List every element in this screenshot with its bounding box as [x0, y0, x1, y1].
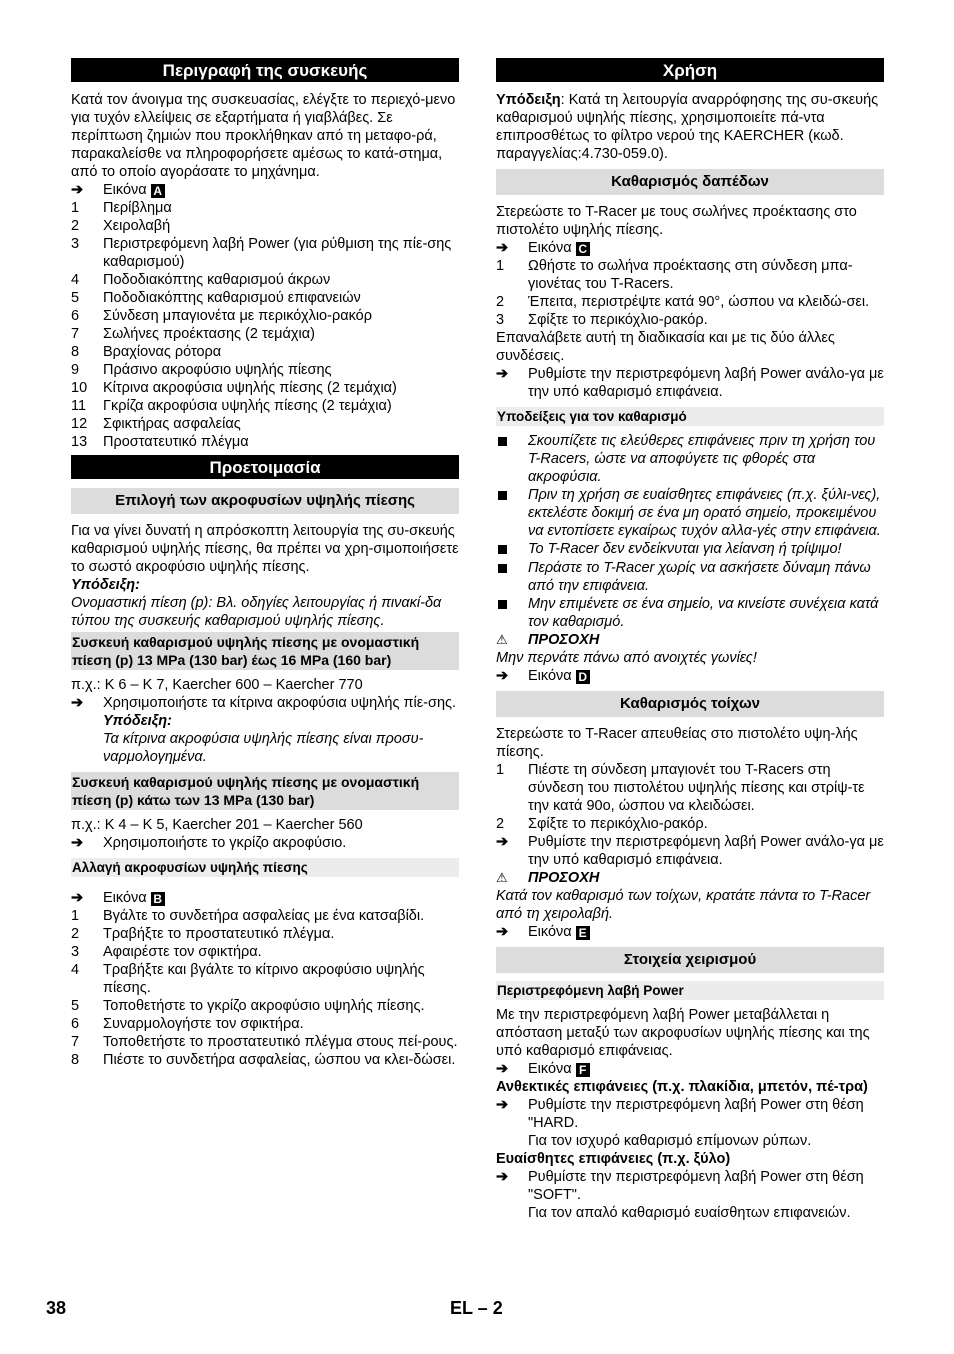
part-item [71, 235, 459, 271]
square-bullet-icon [496, 432, 528, 486]
item-number: 2 [71, 218, 80, 234]
section-title-preparation: Προετοιμασία [71, 455, 459, 479]
item-text: Ποδοδιακόπτης καθαρισμού άκρων [103, 272, 331, 288]
item-text: Περιστρεφόμενη λαβή Power (για ρύθμιση της πίε-σης καθαρισμού) [103, 236, 452, 270]
wall-step [496, 815, 884, 833]
item-text: Σφικτήρας ασφαλείας [103, 416, 241, 432]
part-item [71, 271, 459, 289]
part-item [71, 307, 459, 325]
tip-text: Περάστε το T-Racer χωρίς να ασκήσετε δύναμη πάνω από την επιφάνεια. [528, 560, 871, 594]
change-steps-list [71, 907, 459, 1069]
item-text: Συναρμολογήστε τον σφικτήρα. [103, 1016, 304, 1032]
figure-d-badge: D [576, 670, 590, 684]
part-item [71, 343, 459, 361]
caution-1: ⚠ ΠΡΟΣΟΧΗ [496, 632, 600, 648]
tips-title: Υποδείξεις για τον καθαρισμό [496, 407, 884, 426]
item-number: 5 [71, 290, 80, 306]
case2-action: ➔ Χρησιμοποιήστε το γκρίζο ακροφύσιο. [71, 835, 347, 851]
item-number: 12 [71, 416, 88, 432]
arrow-right-icon: ➔ [496, 834, 509, 850]
tip-item [496, 559, 884, 595]
square-bullet-icon [496, 540, 528, 559]
subsection-controls: Στοιχεία χειρισμού [496, 947, 884, 973]
nozzle-text: Για να γίνει δυνατή η απρόσκοπτη λειτουργία της συ-σκευής καθαρισμού υψηλής πίεσης, θα πρέπει να χρη-σιμοποιήσετε το σωστό ακροφύσιο υψηλής πίεσης. [71, 523, 459, 575]
tips-list [496, 432, 884, 631]
part-item [71, 379, 459, 397]
floor-action: ➔ Ρυθμίστε την περιστρεφόμενη λαβή Power ανάλο-γα με την υπό καθαρισμό επιφάνεια. [496, 366, 884, 400]
item-number: 3 [71, 236, 80, 252]
change-step [71, 997, 459, 1015]
change-step [71, 1051, 459, 1069]
case1-note-text: Τα κίτρινα ακροφύσια υψηλής πίεσης είναι προσυ-ναρμολογημένα. [103, 731, 424, 765]
subsection-floor-cleaning: Καθαρισμός δαπέδων [496, 169, 884, 195]
floor-steps-list [496, 257, 884, 329]
item-number: 3 [496, 312, 505, 328]
floor-repeat: Επαναλάβετε αυτή τη διαδικασία και με τις δύο άλλες συνδέσεις. [496, 330, 835, 364]
part-item [71, 361, 459, 379]
figure-b-badge: B [151, 892, 165, 906]
item-text: Ποδοδιακόπτης καθαρισμού επιφανειών [103, 290, 361, 306]
warning-triangle-icon: ⚠ [496, 632, 508, 647]
item-text: Αφαιρέστε τον σφικτήρα. [103, 944, 262, 960]
arrow-right-icon: ➔ [71, 695, 84, 711]
hard-action: ➔ Ρυθμίστε την περιστρεφόμενη λαβή Power στη θέση "HARD. [496, 1097, 864, 1131]
item-number: 6 [71, 308, 80, 324]
figure-e-badge: E [576, 926, 590, 940]
tip-item [496, 540, 884, 559]
item-text: Πιέστε τη σύνδεση μπαγιονέτ του T-Racers στη σύνδεση του πιστολέτου υψηλής πίεσης και στρίψ-τε την κατά 90ο, ώσπου να κλειδώσει. [528, 762, 865, 814]
item-text: Έπειτα, περιστρέψτε κατά 90°, ώσπου να κλειδώ-σει. [528, 294, 870, 310]
item-text: Τοποθετήστε το προστατευτικό πλέγμα στους πεί-ρους. [103, 1034, 458, 1050]
floor-text: Στερεώστε το T-Racer με τους σωλήνες προέκτασης στο πιστολέτο υψηλής πίεσης. [496, 204, 857, 238]
subsection-nozzle-selection: Επιλογή των ακροφυσίων υψηλής πίεσης [71, 488, 459, 514]
arrow-right-icon: ➔ [496, 924, 509, 940]
wall-text: Στερεώστε το T-Racer απευθείας στο πιστολέτο υψη-λής πίεσης. [496, 726, 858, 760]
figure-ref-b: ➔ Εικόνα B [71, 889, 459, 907]
arrow-right-icon: ➔ [496, 240, 509, 256]
part-item [71, 289, 459, 307]
change-step [71, 943, 459, 961]
item-number: 7 [71, 1034, 80, 1050]
tip-text: Μην επιμένετε σε ένα σημείο, να κινείστε συνέχεια κατά τον καθαρισμό. [528, 596, 879, 630]
square-bullet-icon [496, 486, 528, 540]
figure-a-badge: A [151, 184, 165, 198]
item-number: 1 [71, 908, 80, 924]
item-text: Βραχίονας ρότορα [103, 344, 222, 360]
power-text: Με την περιστρεφόμενη λαβή Power μεταβάλλεται η απόσταση μεταξύ των ακροφυσίων υψηλής πίεσης και της υπό καθαρισμό επιφάνειας. [496, 1007, 870, 1059]
case2-example: π.χ.: K 4 – K 5, Kaercher 201 – Kaercher 560 [71, 817, 363, 833]
soft-action: ➔ Ρυθμίστε την περιστρεφόμενη λαβή Power στη θέση "SOFT". [496, 1169, 864, 1203]
wall-steps-list [496, 761, 884, 833]
arrow-right-icon: ➔ [496, 1097, 509, 1113]
figure-ref-d: ➔ Εικόνα D [496, 667, 884, 685]
page-reference: EL – 2 [450, 1298, 503, 1318]
arrow-right-icon: ➔ [71, 835, 84, 851]
change-step [71, 925, 459, 943]
item-number: 2 [71, 926, 80, 942]
item-text: Περίβλημα [103, 200, 172, 216]
hard-surfaces-title: Ανθεκτικές επιφάνειες (π.χ. πλακίδια, μπετόν, πέ-τρα) [496, 1079, 868, 1095]
wall-action: ➔ Ρυθμίστε την περιστρεφόμενη λαβή Power ανάλο-γα με την υπό καθαρισμό επιφάνεια. [496, 834, 884, 868]
figure-ref-c: ➔ Εικόνα C [496, 239, 884, 257]
hard-note: Για τον ισχυρό καθαρισμό επίμονων ρύπων. [528, 1133, 812, 1149]
note-text: Ονομαστική πίεση (p): Βλ. οδηγίες λειτουργίας ή πινακί-δα τύπου της συσκευής καθαρισμού υψηλής πίεσης. [71, 595, 442, 629]
arrow-right-icon: ➔ [71, 890, 84, 906]
power-handle-title: Περιστρεφόμενη λαβή Power [496, 981, 884, 1000]
description-text: Κατά τον άνοιγμα της συσκευασίας, ελέγξτε το περιεχό-μενο για τυχόν ελλείψεις σε εξαρτήματα ή γιαβλάβες. Σε περίπτωση ζημιών που προκλήθηκαν από τη μεταφο-ρά, παρακαλείσθε να πληροφορήσετε αμέσως το κατά-στημα, από το οποίο αγοράσατε το μηχάνημα. [71, 92, 456, 180]
item-text: Ωθήστε το σωλήνα προέκτασης στη σύνδεση μπα-γιονέτας του T-Racers. [528, 258, 853, 292]
right-column [496, 58, 884, 1222]
parts-list [71, 199, 459, 451]
floor-step [496, 293, 884, 311]
item-number: 9 [71, 362, 80, 378]
item-text: Σωλήνες προέκτασης (2 τεμάχια) [103, 326, 315, 342]
item-number: 7 [71, 326, 80, 342]
item-number: 1 [496, 258, 505, 274]
item-text: Τραβήξτε το προστατευτικό πλέγμα. [103, 926, 335, 942]
item-number: 13 [71, 434, 88, 450]
item-text: Χειρολαβή [103, 218, 171, 234]
item-number: 5 [71, 998, 80, 1014]
arrow-right-icon: ➔ [496, 366, 509, 382]
figure-c-badge: C [576, 242, 590, 256]
item-text: Γκρίζα ακροφύσια υψηλής πίεσης (2 τεμάχια) [103, 398, 392, 414]
case1-note-label: Υπόδειξη: [103, 713, 172, 729]
tip-item [496, 486, 884, 540]
arrow-right-icon: ➔ [496, 668, 509, 684]
tip-item [496, 595, 884, 631]
part-item [71, 199, 459, 217]
item-text: Βγάλτε το συνδετήρα ασφαλείας με ένα κατσαβίδι. [103, 908, 425, 924]
caution-2: ⚠ ΠΡΟΣΟΧΗ [496, 870, 600, 886]
subsection-wall-cleaning: Καθαρισμός τοίχων [496, 691, 884, 717]
soft-note: Για τον απαλό καθαρισμό ευαίσθητων επιφανειών. [528, 1205, 851, 1221]
item-text: Τραβήξτε και βγάλτε το κίτρινο ακροφύσιο υψηλής πίεσης. [103, 962, 425, 996]
item-number: 2 [496, 816, 505, 832]
arrow-right-icon: ➔ [496, 1061, 509, 1077]
arrow-right-icon: ➔ [496, 1169, 509, 1185]
change-nozzle-title: Αλλαγή ακροφυσίων υψηλής πίεσης [71, 858, 459, 877]
item-text: Κίτρινα ακροφύσια υψηλής πίεσης (2 τεμάχια) [103, 380, 397, 396]
case2-title: Συσκευή καθαρισμού υψηλής πίεσης με ονομαστική πίεση (p) κάτω των 13 MPa (130 bar) [71, 772, 459, 810]
item-number: 8 [71, 344, 80, 360]
figure-ref-e: ➔ Εικόνα E [496, 923, 884, 941]
tip-text: Πριν τη χρήση σε ευαίσθητες επιφάνειες (π.χ. ξύλι-νες), εκτελέστε δοκιμή σε ένα μη ορατό σημείο, προκειμένου να εντοπίσετε εγκαίρως τυχόν αλλα-γές στην επιφάνεια. [528, 487, 881, 539]
case1-title: Συσκευή καθαρισμού υψηλής πίεσης με ονομαστική πίεση (p) 13 MPa (130 bar) έως 16 MPa (160 bar) [71, 632, 459, 670]
item-number: 8 [71, 1052, 80, 1068]
item-number: 10 [71, 380, 88, 396]
part-item [71, 415, 459, 433]
caution-2-text: Κατά τον καθαρισμό των τοίχων, κρατάτε πάντα το T-Racer από τη χειρολαβή. [496, 888, 871, 922]
item-number: 2 [496, 294, 505, 310]
caution-1-text: Μην περνάτε πάνω από ανοιχτές γωνίες! [496, 650, 757, 666]
page-number: 38 [46, 1298, 67, 1318]
square-bullet-icon [496, 559, 528, 595]
left-column [71, 58, 459, 1069]
item-number: 1 [71, 200, 80, 216]
figure-f-badge: F [576, 1063, 590, 1077]
item-number: 3 [71, 944, 80, 960]
case1-action: ➔ Χρησιμοποιήστε τα κίτρινα ακροφύσια υψηλής πίε-σης. [71, 695, 457, 711]
change-step [71, 1033, 459, 1051]
tip-item [496, 432, 884, 486]
item-text: Σφίξτε το περικόχλιο-ρακόρ. [528, 816, 708, 832]
floor-step [496, 311, 884, 329]
note-label: Υπόδειξη: [71, 577, 140, 593]
item-text: Τοποθετήστε το γκρίζο ακροφύσιο υψηλής πίεσης. [103, 998, 425, 1014]
soft-surfaces-title: Ευαίσθητες επιφάνειες (π.χ. ξύλο) [496, 1151, 731, 1167]
warning-triangle-icon: ⚠ [496, 870, 508, 885]
item-text: Σφίξτε το περικόχλιο-ρακόρ. [528, 312, 708, 328]
part-item [71, 217, 459, 235]
change-step [71, 907, 459, 925]
item-number: 4 [71, 272, 80, 288]
item-text: Πράσινο ακροφύσιο υψηλής πίεσης [103, 362, 332, 378]
item-text: Σύνδεση μπαγιονέτα με περικόχλιο-ρακόρ [103, 308, 372, 324]
case1-example: π.χ.: K 6 – K 7, Kaercher 600 – Kaercher 770 [71, 677, 363, 693]
part-item [71, 433, 459, 451]
section-title-description: Περιγραφή της συσκευής [71, 58, 459, 82]
wall-step [496, 761, 884, 815]
part-item [71, 397, 459, 415]
part-item [71, 325, 459, 343]
change-step [71, 961, 459, 997]
arrow-right-icon: ➔ [71, 182, 84, 198]
floor-step [496, 257, 884, 293]
square-bullet-icon [496, 595, 528, 631]
item-text: Προστατευτικό πλέγμα [103, 434, 249, 450]
item-text: Πιέστε το συνδετήρα ασφαλείας, ώσπου να κλει-δώσει. [103, 1052, 456, 1068]
item-number: 4 [71, 962, 80, 978]
figure-ref-f: ➔ Εικόνα F [496, 1060, 884, 1078]
item-number: 6 [71, 1016, 80, 1032]
tip-text: Το T-Racer δεν ενδείκνυται για λείανση ή τρίψιμο! [528, 541, 842, 557]
item-number: 1 [496, 762, 505, 778]
figure-ref-a: ➔ Εικόνα A [71, 181, 459, 199]
item-number: 11 [71, 398, 87, 414]
section-title-use: Χρήση [496, 58, 884, 82]
change-step [71, 1015, 459, 1033]
use-note: Υπόδειξη: Κατά τη λειτουργία αναρρόφησης της συ-σκευής καθαρισμού υψηλής πίεσης, χρησιμοποιείτε πά-ντα επιπροσθέτως το φίλτρο νερού της KAERCHER (κωδ. παραγγελίας:4.730-059.0). [496, 92, 879, 162]
tip-text: Σκουπίζετε τις ελεύθερες επιφάνειες πριν τη χρήση του T-Racers, ώστε να αποφύγετε τις φθορές στα ακροφύσια. [528, 433, 876, 485]
